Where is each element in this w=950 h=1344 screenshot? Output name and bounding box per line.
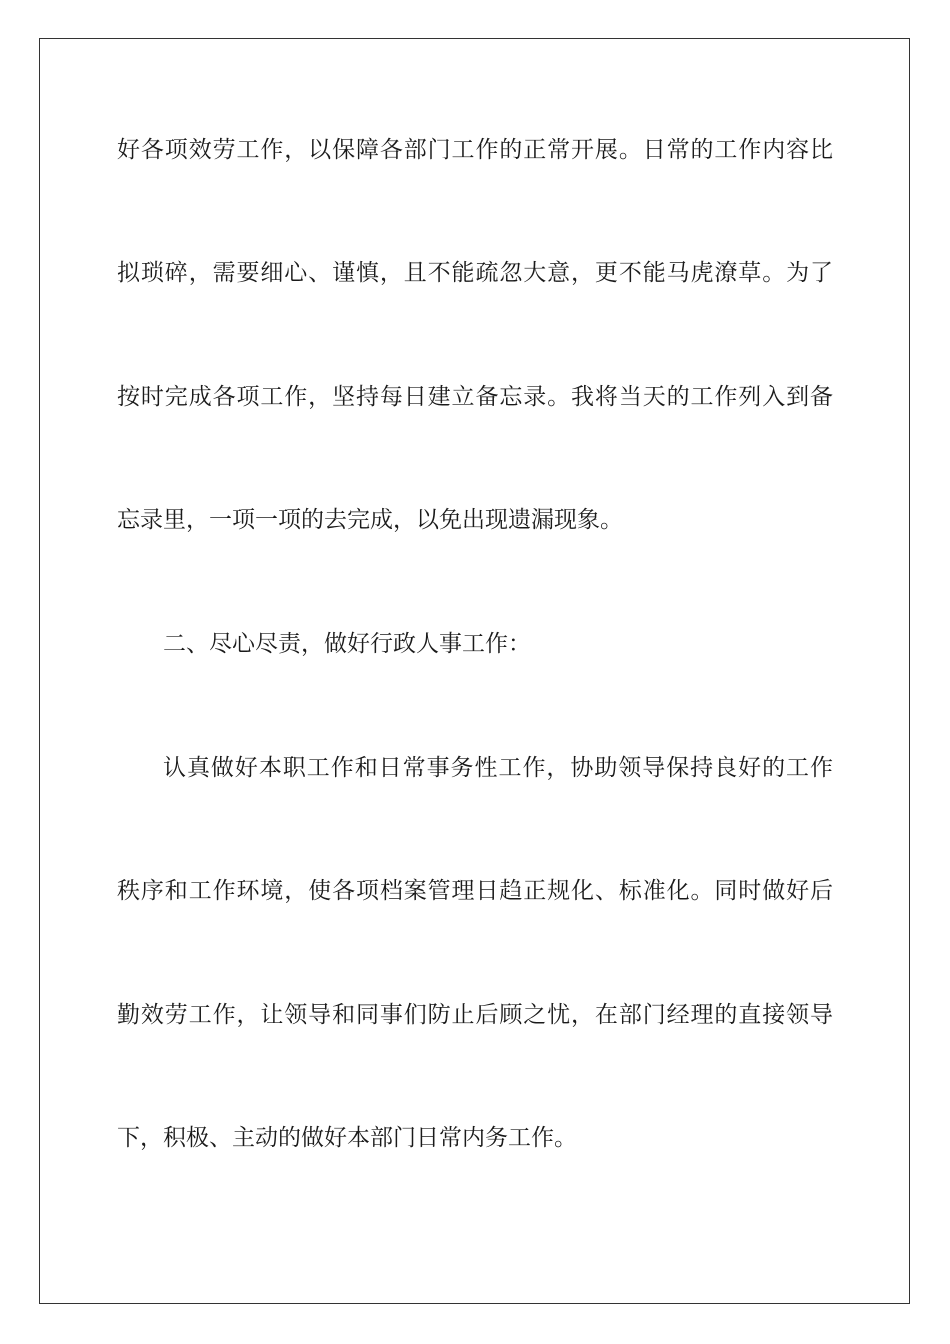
body-text-line-7: 秩序和工作环境，使各项档案管理日趋正规化、标准化。同时做好后 bbox=[117, 878, 833, 904]
section-heading: 二、尽心尽责，做好行政人事工作： bbox=[163, 631, 531, 657]
body-text-line-3: 按时完成各项工作，坚持每日建立备忘录。我将当天的工作列入到备 bbox=[117, 384, 833, 410]
body-text-line-6: 认真做好本职工作和日常事务性工作，协助领导保持良好的工作 bbox=[163, 755, 833, 781]
body-text-line-9: 下，积极、主动的做好本部门日常内务工作。 bbox=[117, 1125, 577, 1151]
body-text-line-4: 忘录里，一项一项的去完成，以免出现遗漏现象。 bbox=[117, 507, 623, 533]
body-text-line-1: 好各项效劳工作，以保障各部门工作的正常开展。日常的工作内容比 bbox=[117, 137, 833, 163]
body-text-line-2: 拟琐碎，需要细心、谨慎，且不能疏忽大意，更不能马虎潦草。为了 bbox=[117, 260, 833, 286]
page-border bbox=[39, 38, 910, 1304]
body-text-line-8: 勤效劳工作，让领导和同事们防止后顾之忧，在部门经理的直接领导 bbox=[117, 1002, 833, 1028]
